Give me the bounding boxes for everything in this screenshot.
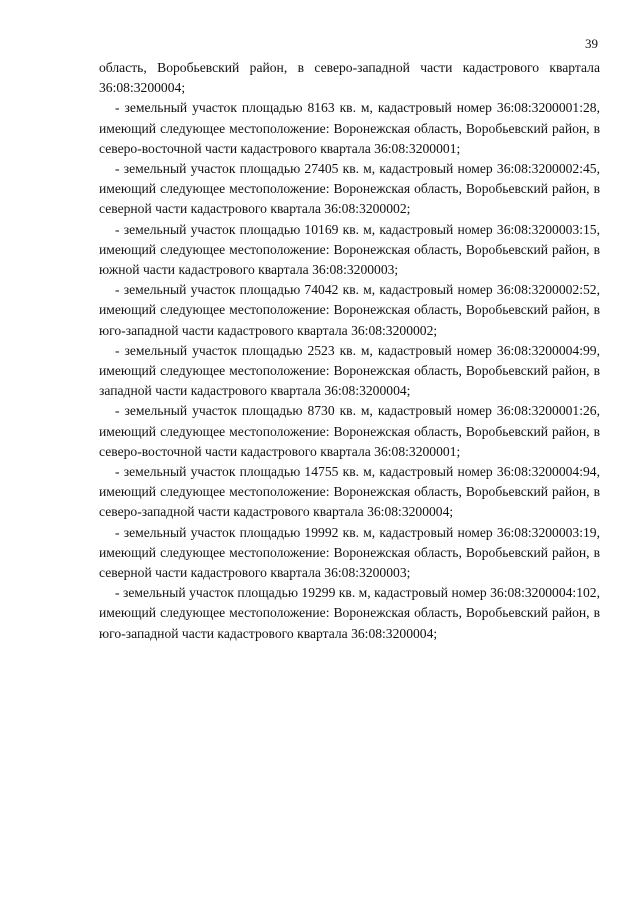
- page-number: 39: [585, 36, 598, 51]
- land-plot-item: - земельный участок площадью 10169 кв. м, кадастровый номер 36:08:3200003:15, имеющий следующее местоположение: Воронежская область, Воробьевский район, в южной части кадастрового квартала 36:08:3200003;: [99, 221, 600, 278]
- land-plot-item: - земельный участок площадью 19299 кв. м, кадастровый номер 36:08:3200004:102, имеющий следующее местоположение: Воронежская область, Воробьевский район, в юго-западной части кадастрового квартала 36:08:3200004;: [99, 585, 600, 641]
- land-plot-item: - земельный участок площадью 8730 кв. м, кадастровый номер 36:08:3200001:26, имеющий следующее местоположение: Воронежская область, Воробьевский район, в северо-восточной части кадастрового квартала 36:08:3200001;: [99, 403, 600, 459]
- land-plot-item: - земельный участок площадью 8163 кв. м, кадастровый номер 36:08:3200001:28, имеющий следующее местоположение: Воронежская область, Воробьевский район, в северо-восточной части кадастрового квартала 36:08:3200001;: [99, 100, 600, 156]
- land-plot-item: - земельный участок площадью 27405 кв. м, кадастровый номер 36:08:3200002:45, имеющий следующее местоположение: Воронежская область, Воробьевский район, в северной части кадастрового квартала 36:08:3200002;: [99, 161, 600, 217]
- document-body: [99, 58, 600, 644]
- paragraph-continuation: область, Воробьевский район, в северо-западной части кадастрового квартала 36:08:3200004;: [99, 60, 600, 96]
- land-plot-item: - земельный участок площадью 74042 кв. м, кадастровый номер 36:08:3200002:52, имеющий следующее местоположение: Воронежская область, Воробьевский район, в юго-западной части кадастрового квартала 36:08:3200002;: [99, 282, 600, 338]
- land-plot-item: - земельный участок площадью 14755 кв. м, кадастровый номер 36:08:3200004:94, имеющий следующее местоположение: Воронежская область, Воробьевский район, в северо-западной части кадастрового квартала 36:08:3200004;: [99, 464, 600, 520]
- land-plot-item: - земельный участок площадью 19992 кв. м, кадастровый номер 36:08:3200003:19, имеющий следующее местоположение: Воронежская область, Воробьевский район, в северной части кадастрового квартала 36:08:3200003;: [99, 524, 600, 581]
- land-plot-item: - земельный участок площадью 2523 кв. м, кадастровый номер 36:08:3200004:99, имеющий следующее местоположение: Воронежская область, Воробьевский район, в западной части кадастрового квартала 36:08:3200004;: [99, 342, 600, 399]
